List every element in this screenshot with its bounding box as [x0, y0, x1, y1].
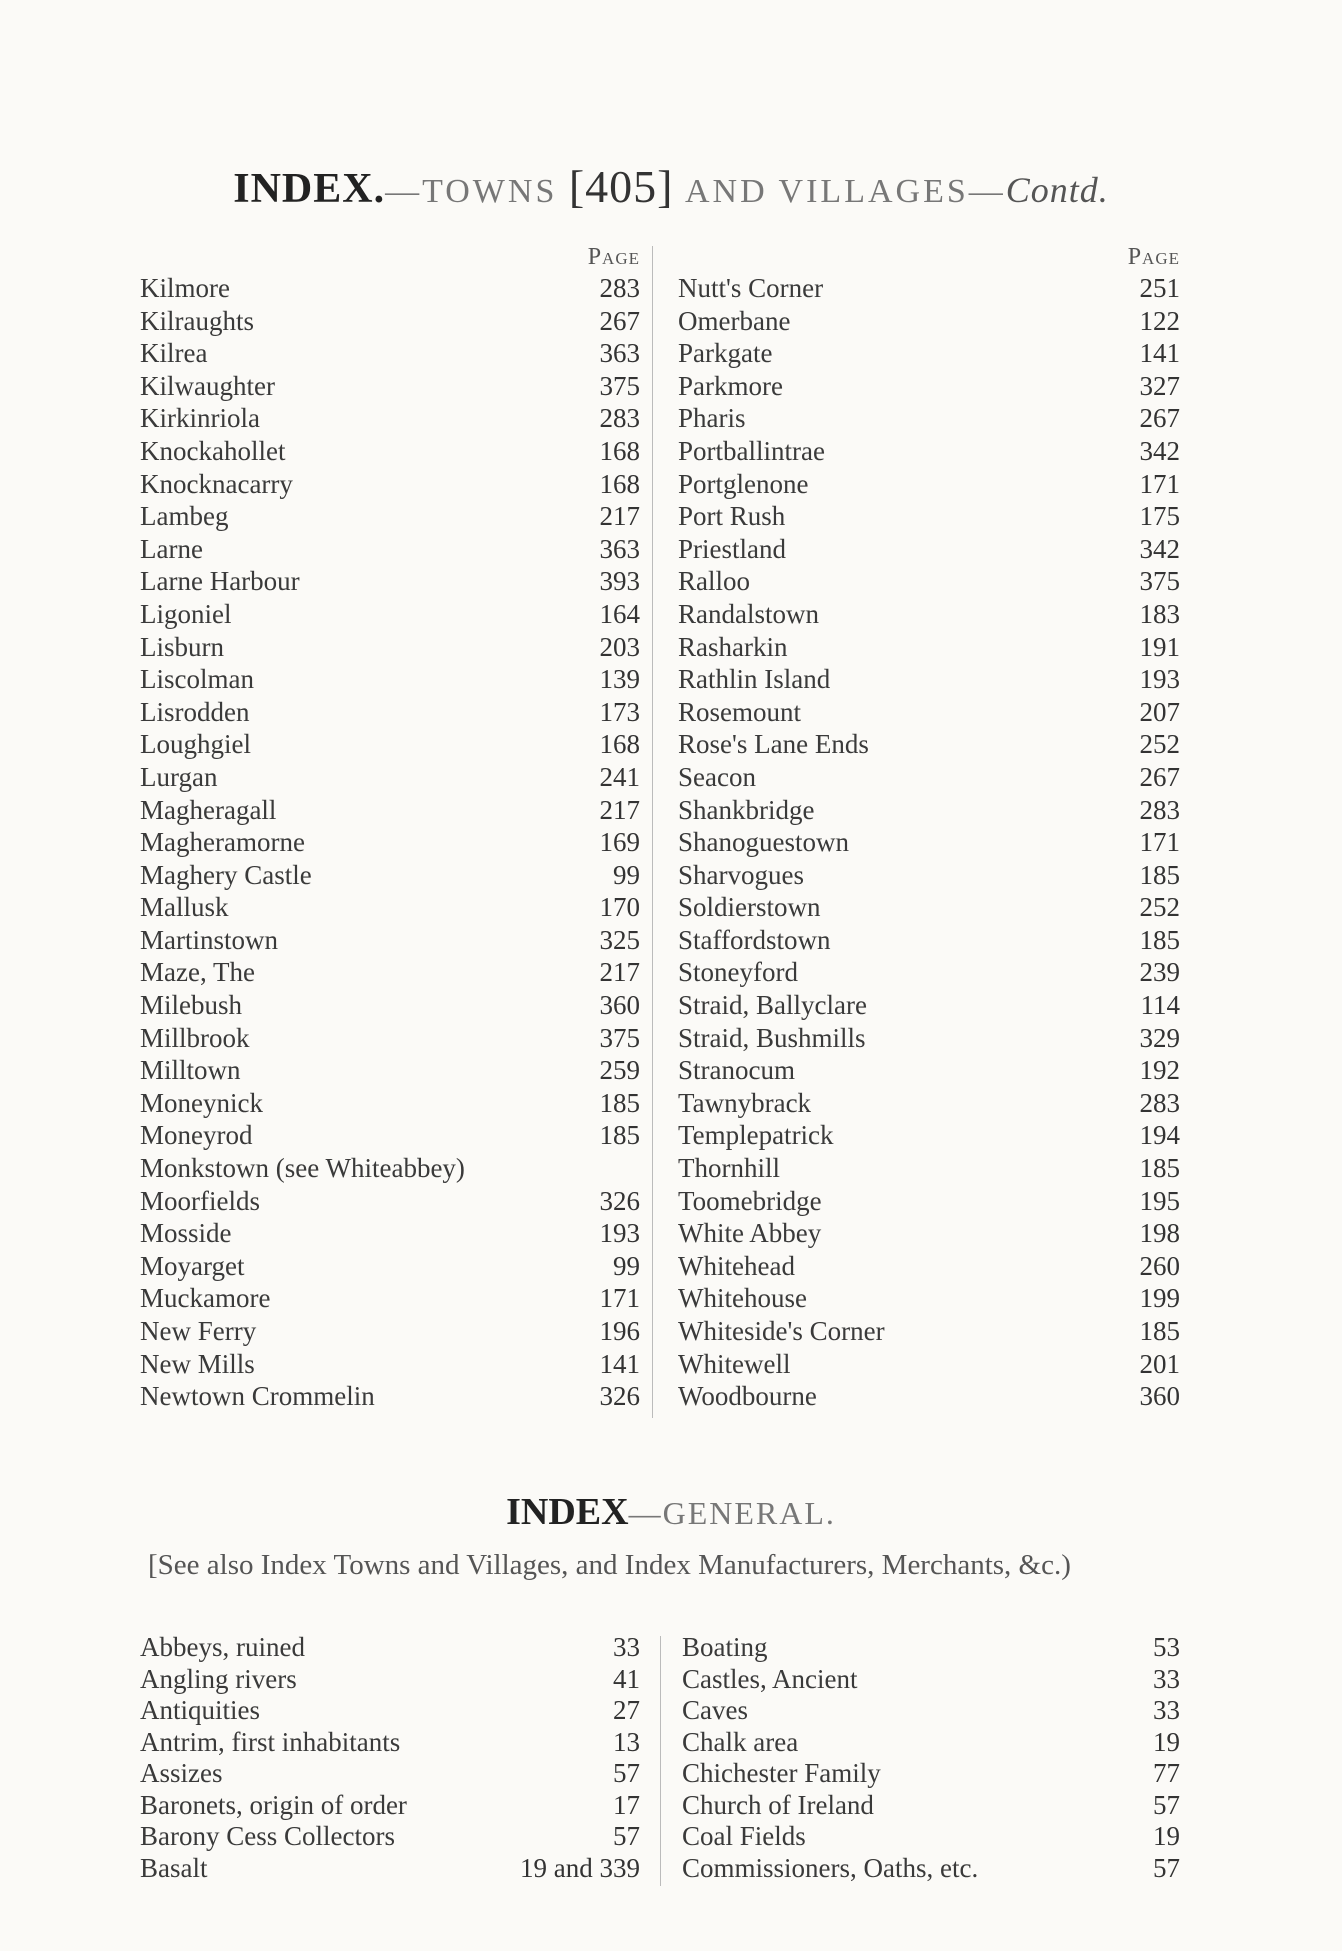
entry-name: Moyarget	[140, 1250, 245, 1281]
index-entry	[140, 337, 640, 370]
index-entry	[140, 696, 640, 729]
entry-name: Stoneyford	[678, 957, 798, 988]
index-entry	[140, 1758, 640, 1790]
entry-page-number: 171	[599, 1283, 640, 1314]
entry-page-number: 252	[1139, 892, 1180, 923]
index-entry	[140, 1380, 640, 1413]
index-entry	[660, 565, 1180, 598]
index-entry	[660, 761, 1180, 794]
entry-name: Parkgate	[678, 338, 773, 369]
entry-page-number: 17	[613, 1789, 640, 1820]
entry-page-number: 183	[1139, 598, 1180, 629]
index-entry	[670, 1632, 1180, 1664]
towns-list-left	[140, 272, 640, 1413]
index-entry	[660, 989, 1180, 1022]
header-dash: —	[385, 173, 423, 210]
entry-page-number: 193	[599, 1218, 640, 1249]
entry-name: Soldierstown	[678, 892, 821, 923]
entry-name: New Mills	[140, 1348, 255, 1379]
entry-page-number: 185	[1139, 859, 1180, 890]
page-header	[0, 160, 1342, 213]
index-entry	[140, 435, 640, 468]
index-entry	[660, 794, 1180, 827]
entry-page-number: 195	[1139, 1185, 1180, 1216]
page-column-label: Page	[1127, 244, 1180, 270]
entry-page-number: 164	[599, 598, 640, 629]
entry-name: Templepatrick	[678, 1120, 834, 1151]
index-entry	[660, 402, 1180, 435]
index-entry	[140, 1790, 640, 1822]
index-entry	[660, 1087, 1180, 1120]
entry-page-number: 114	[1140, 990, 1180, 1021]
entry-page-number: 19 and 339	[520, 1852, 640, 1883]
entry-page-number: 196	[599, 1316, 640, 1346]
towns-column-right	[660, 244, 1180, 1413]
entry-name: Church of Ireland	[682, 1789, 874, 1820]
entry-page-number: 360	[1139, 1381, 1180, 1412]
entry-page-number: 241	[599, 761, 640, 792]
entry-name: Lisrodden	[140, 696, 250, 727]
index-entry	[660, 337, 1180, 370]
index-entry	[670, 1821, 1180, 1853]
entry-name: Whitewell	[678, 1348, 791, 1379]
entry-page-number: 185	[1139, 1153, 1180, 1184]
entry-page-number: 375	[1139, 566, 1180, 597]
index-entry	[140, 500, 640, 533]
entry-name: Rose's Lane Ends	[678, 729, 869, 760]
entry-name: Toomebridge	[678, 1185, 822, 1216]
entry-page-number: 57	[1153, 1852, 1180, 1883]
entry-page-number: 375	[599, 1022, 640, 1053]
entry-name: Mallusk	[140, 892, 229, 923]
index-entry	[140, 794, 640, 827]
index-entry	[660, 728, 1180, 761]
entry-name: Randalstown	[678, 598, 819, 629]
entry-name: Portballintrae	[678, 435, 825, 466]
index-entry	[660, 305, 1180, 338]
entry-name: Kirkinriola	[140, 403, 260, 434]
index-entry	[660, 1185, 1180, 1218]
index-entry	[140, 989, 640, 1022]
entry-name: Priestland	[678, 533, 786, 564]
entry-page-number: 185	[1139, 924, 1180, 955]
entry-page-number: 375	[599, 370, 640, 401]
index-entry	[140, 1632, 640, 1664]
entry-name: Straid, Bushmills	[678, 1022, 866, 1053]
entry-name: Millbrook	[140, 1022, 250, 1053]
entry-page-number: 207	[1139, 696, 1180, 727]
entry-page-number: 198	[1139, 1218, 1180, 1249]
entry-name: Chichester Family	[682, 1758, 881, 1788]
entry-name: Milltown	[140, 1055, 241, 1086]
entry-name: White Abbey	[678, 1218, 822, 1249]
entry-page-number: 267	[1139, 761, 1180, 792]
entry-page-number: 33	[1153, 1695, 1180, 1725]
entry-name: Larne Harbour	[140, 566, 300, 597]
entry-page-number: 360	[599, 990, 640, 1021]
index-entry	[670, 1664, 1180, 1696]
index-entry	[660, 1152, 1180, 1185]
index-entry	[660, 1022, 1180, 1055]
entry-page-number: 170	[599, 892, 640, 923]
index-entry	[660, 598, 1180, 631]
entry-name: Newtown Crommelin	[140, 1381, 375, 1412]
entry-name: Baronets, origin of order	[140, 1789, 407, 1820]
index-entry	[140, 1348, 640, 1381]
entry-page-number: 252	[1139, 729, 1180, 760]
index-entry	[660, 1217, 1180, 1250]
entry-name: Moneynick	[140, 1087, 263, 1118]
index-entry	[660, 500, 1180, 533]
index-entry	[140, 1152, 640, 1185]
entry-page-number: 329	[1139, 1022, 1180, 1053]
entry-name: Magheramorne	[140, 827, 305, 858]
entry-name: Antiquities	[140, 1695, 260, 1725]
entry-name: Lisburn	[140, 631, 224, 662]
index-entry	[140, 598, 640, 631]
index-entry	[140, 1821, 640, 1853]
entry-name: Loughgiel	[140, 729, 251, 760]
entry-page-number: 168	[599, 435, 640, 466]
entry-name: Moorfields	[140, 1185, 260, 1216]
entry-page-number: 192	[1139, 1055, 1180, 1086]
entry-page-number: 326	[599, 1185, 640, 1216]
entry-name: Nutt's Corner	[678, 273, 824, 303]
entry-page-number: 41	[613, 1663, 640, 1694]
index-entry	[140, 663, 640, 696]
entry-page-number: 169	[599, 827, 640, 858]
index-entry	[660, 631, 1180, 664]
index-entry	[140, 631, 640, 664]
entry-page-number: 57	[613, 1821, 640, 1851]
index-entry	[140, 956, 640, 989]
entry-page-number: 191	[1139, 631, 1180, 662]
index-entry	[140, 1727, 640, 1759]
general-title-dash: —	[628, 1495, 663, 1531]
index-entry	[140, 859, 640, 892]
column-divider	[660, 1636, 661, 1886]
entry-name: Muckamore	[140, 1283, 271, 1314]
index-entry	[140, 924, 640, 957]
entry-page-number: 141	[599, 1348, 640, 1379]
header-page-number: [405]	[568, 161, 674, 212]
entry-name: Boating	[682, 1632, 768, 1662]
entry-name: Moneyrod	[140, 1120, 253, 1151]
index-entry	[140, 1054, 640, 1087]
entry-page-number: 326	[599, 1381, 640, 1412]
entry-page-number: 194	[1139, 1120, 1180, 1151]
entry-name: Whitehouse	[678, 1283, 807, 1314]
entry-page-number: 260	[1139, 1250, 1180, 1281]
entry-name: Coal Fields	[682, 1821, 806, 1851]
entry-page-number: 57	[613, 1758, 640, 1788]
header-and-villages: AND VILLAGES—	[685, 173, 1006, 210]
index-entry	[660, 1119, 1180, 1152]
entry-name: Whitehead	[678, 1250, 795, 1281]
entry-name: Larne	[140, 533, 203, 564]
entry-page-number: 77	[1153, 1758, 1180, 1788]
entry-page-number: 327	[1139, 370, 1180, 401]
entry-page-number: 363	[599, 338, 640, 369]
towns-column-left	[140, 244, 640, 1413]
index-entry	[660, 1380, 1180, 1413]
entry-name: Port Rush	[678, 501, 786, 532]
entry-page-number: 217	[599, 501, 640, 532]
index-entry	[140, 370, 640, 403]
index-entry	[140, 1087, 640, 1120]
general-title-index: INDEX	[506, 1491, 629, 1533]
entry-name: Chalk area	[682, 1726, 799, 1757]
general-index-note: [See also Index Towns and Villages, and Index Manufacturers, Merchants, &c.)	[148, 1549, 1071, 1581]
general-index-title	[0, 1490, 1342, 1534]
entry-name: Commissioners, Oaths, etc.	[682, 1852, 979, 1883]
entry-page-number: 168	[599, 729, 640, 760]
entry-name: Lurgan	[140, 761, 218, 792]
index-entry	[660, 435, 1180, 468]
entry-page-number: 239	[1139, 957, 1180, 988]
entry-page-number: 201	[1139, 1348, 1180, 1379]
entry-page-number: 203	[599, 631, 640, 662]
entry-name: Stranocum	[678, 1055, 795, 1086]
entry-name: Castles, Ancient	[682, 1663, 858, 1694]
index-entry	[140, 1217, 640, 1250]
entry-name: Knocknacarry	[140, 468, 293, 499]
entry-name: Staffordstown	[678, 924, 831, 955]
index-entry	[660, 663, 1180, 696]
general-title-general: GENERAL.	[662, 1495, 836, 1531]
entry-name: Knockahollet	[140, 435, 286, 466]
entry-name: Kilmore	[140, 273, 230, 303]
entry-page-number: 283	[599, 273, 640, 303]
entry-name: New Ferry	[140, 1316, 257, 1346]
entry-page-number: 185	[599, 1120, 640, 1151]
index-entry	[660, 1282, 1180, 1315]
entry-page-number: 171	[1139, 827, 1180, 858]
index-entry	[660, 891, 1180, 924]
index-entry	[140, 1315, 640, 1348]
entry-page-number: 267	[1139, 403, 1180, 434]
index-entry	[660, 924, 1180, 957]
index-entry	[140, 891, 640, 924]
header-towns: TOWNS	[422, 173, 558, 210]
index-entry	[660, 859, 1180, 892]
index-entry	[140, 1185, 640, 1218]
index-entry	[660, 826, 1180, 859]
entry-name: Pharis	[678, 403, 746, 434]
index-entry	[140, 1282, 640, 1315]
entry-page-number: 139	[599, 664, 640, 695]
index-entry	[140, 565, 640, 598]
entry-name: Thornhill	[678, 1153, 780, 1184]
index-entry	[670, 1790, 1180, 1822]
entry-page-number: 251	[1139, 273, 1180, 303]
entry-page-number: 173	[599, 696, 640, 727]
entry-name: Barony Cess Collectors	[140, 1821, 395, 1851]
entry-name: Antrim, first inhabitants	[140, 1726, 401, 1757]
entry-page-number: 363	[599, 533, 640, 564]
entry-page-number: 33	[613, 1632, 640, 1662]
entry-page-number: 99	[613, 859, 640, 890]
index-entry	[140, 1250, 640, 1283]
entry-page-number: 325	[599, 924, 640, 955]
index-entry	[660, 1315, 1180, 1348]
index-entry	[140, 533, 640, 566]
index-entry	[660, 272, 1180, 305]
entry-name: Portglenone	[678, 468, 809, 499]
entry-name: Whiteside's Corner	[678, 1316, 885, 1346]
general-list-right	[670, 1632, 1180, 1884]
index-entry	[140, 468, 640, 501]
index-entry	[670, 1695, 1180, 1727]
entry-name: Milebush	[140, 990, 243, 1021]
entry-name: Abbeys, ruined	[140, 1632, 305, 1662]
entry-page-number: 217	[599, 957, 640, 988]
index-entry	[140, 728, 640, 761]
index-entry	[660, 1348, 1180, 1381]
entry-page-number: 185	[1139, 1316, 1180, 1346]
entry-page-number: 283	[1139, 794, 1180, 825]
index-entry	[140, 272, 640, 305]
entry-name: Kilwaughter	[140, 370, 275, 401]
entry-name: Martinstown	[140, 924, 278, 955]
entry-page-number: 53	[1153, 1632, 1180, 1662]
index-entry	[660, 956, 1180, 989]
entry-page-number: 122	[1139, 305, 1180, 336]
entry-name: Tawnybrack	[678, 1087, 812, 1118]
index-entry	[660, 696, 1180, 729]
index-entry	[660, 533, 1180, 566]
index-entry	[140, 1695, 640, 1727]
towns-list-right	[660, 272, 1180, 1413]
column-divider	[652, 246, 653, 1418]
entry-page-number: 342	[1139, 533, 1180, 564]
entry-name: Kilrea	[140, 338, 208, 369]
entry-page-number: 283	[599, 403, 640, 434]
entry-page-number: 193	[1139, 664, 1180, 695]
index-entry	[140, 1119, 640, 1152]
entry-name: Mosside	[140, 1218, 232, 1249]
entry-page-number: 259	[599, 1055, 640, 1086]
index-entry	[660, 468, 1180, 501]
entry-name: Angling rivers	[140, 1663, 297, 1694]
entry-page-number: 267	[599, 305, 640, 336]
entry-name: Sharvogues	[678, 859, 804, 890]
entry-page-number: 99	[613, 1250, 640, 1281]
entry-page-number: 393	[599, 566, 640, 597]
index-entry	[660, 1054, 1180, 1087]
index-entry	[660, 370, 1180, 403]
entry-name: Caves	[682, 1695, 748, 1725]
entry-name: Assizes	[140, 1758, 223, 1788]
entry-page-number: 141	[1139, 338, 1180, 369]
entry-page-number: 175	[1139, 501, 1180, 532]
entry-name: Omerbane	[678, 305, 791, 336]
entry-name: Maghery Castle	[140, 859, 312, 890]
entry-page-number: 283	[1139, 1087, 1180, 1118]
index-entry	[140, 402, 640, 435]
entry-name: Shanoguestown	[678, 827, 849, 858]
entry-name: Rasharkin	[678, 631, 788, 662]
entry-page-number: 19	[1153, 1821, 1180, 1851]
index-entry	[660, 1250, 1180, 1283]
index-entry	[140, 826, 640, 859]
entry-name: Liscolman	[140, 664, 254, 695]
header-index: INDEX.	[233, 166, 386, 212]
entry-page-number: 13	[613, 1726, 640, 1757]
page-column-label: Page	[587, 244, 640, 270]
entry-name: Woodbourne	[678, 1381, 817, 1412]
entry-name: Rathlin Island	[678, 664, 831, 695]
index-entry	[140, 1022, 640, 1055]
entry-page-number: 27	[613, 1695, 640, 1725]
entry-page-number: 185	[599, 1087, 640, 1118]
entry-name: Ralloo	[678, 566, 750, 597]
entry-page-number: 217	[599, 794, 640, 825]
entry-name: Basalt	[140, 1852, 208, 1883]
entry-page-number: 57	[1153, 1789, 1180, 1820]
entry-page-number: 168	[599, 468, 640, 499]
entry-page-number: 171	[1139, 468, 1180, 499]
entry-name: Parkmore	[678, 370, 783, 401]
index-entry	[670, 1727, 1180, 1759]
entry-name: Magheragall	[140, 794, 277, 825]
entry-page-number: 19	[1153, 1726, 1180, 1757]
entry-name: Maze, The	[140, 957, 255, 988]
index-entry	[670, 1853, 1180, 1885]
entry-page-number: 33	[1153, 1663, 1180, 1694]
header-contd: Contd.	[1005, 170, 1109, 210]
entry-name: Lambeg	[140, 501, 229, 532]
index-entry	[140, 761, 640, 794]
general-list-left	[140, 1632, 640, 1884]
entry-name: Straid, Ballyclare	[678, 990, 867, 1021]
index-entry	[140, 305, 640, 338]
entry-name: Monkstown (see Whiteabbey)	[140, 1153, 465, 1184]
entry-name: Ligoniel	[140, 598, 232, 629]
entry-page-number: 199	[1139, 1283, 1180, 1314]
index-entry	[670, 1758, 1180, 1790]
entry-name: Shankbridge	[678, 794, 815, 825]
entry-name: Kilraughts	[140, 305, 254, 336]
entry-page-number: 342	[1139, 435, 1180, 466]
index-entry	[140, 1853, 640, 1885]
index-entry	[140, 1664, 640, 1696]
entry-name: Rosemount	[678, 696, 802, 727]
entry-name: Seacon	[678, 761, 756, 792]
